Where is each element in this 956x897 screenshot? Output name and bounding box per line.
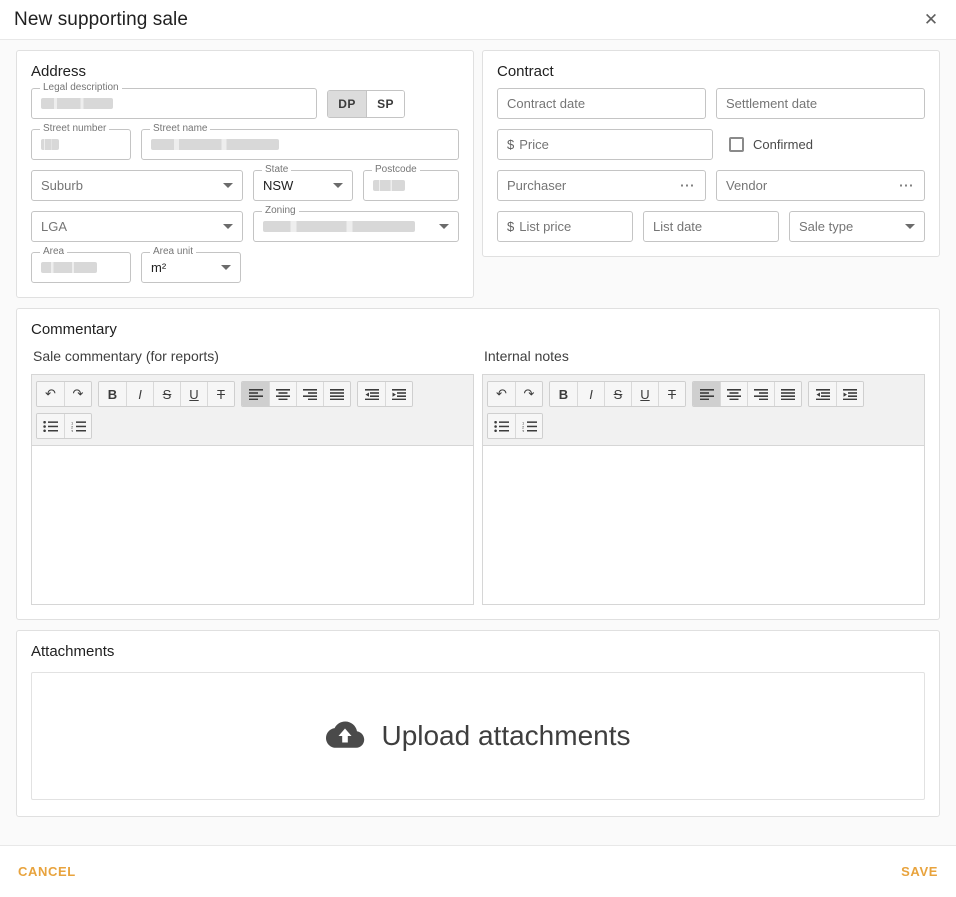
bold-icon[interactable]: B bbox=[550, 382, 577, 406]
chevron-down-icon bbox=[333, 183, 343, 188]
sale-commentary-toolbar bbox=[31, 374, 474, 445]
sale-commentary-column bbox=[31, 346, 474, 605]
contract-card-title: Contract bbox=[497, 63, 554, 80]
list-group bbox=[487, 413, 543, 439]
upload-attachments-label: Upload attachments bbox=[381, 720, 631, 751]
state-value: NSW bbox=[263, 178, 294, 193]
legal-description-input[interactable] bbox=[31, 82, 317, 119]
area-unit-select[interactable] bbox=[141, 246, 241, 283]
plan-type-dp[interactable]: DP bbox=[328, 91, 366, 117]
area-label: Area bbox=[40, 246, 67, 258]
strikethrough-icon[interactable]: S bbox=[604, 382, 631, 406]
suburb-placeholder: Suburb bbox=[41, 178, 83, 193]
dialog-footer bbox=[0, 845, 956, 897]
italic-icon[interactable]: I bbox=[126, 382, 153, 406]
plan-type-sp[interactable]: SP bbox=[366, 91, 404, 117]
contract-row-3 bbox=[497, 170, 925, 201]
more-horizontal-icon[interactable]: ⋯ bbox=[898, 176, 915, 194]
attachments-card-title: Attachments bbox=[31, 643, 115, 660]
price-placeholder: Price bbox=[519, 137, 549, 152]
list-group bbox=[36, 413, 92, 439]
commentary-card bbox=[16, 308, 940, 620]
postcode-value bbox=[373, 180, 405, 191]
postcode-label: Postcode bbox=[372, 164, 420, 176]
close-icon[interactable]: ✕ bbox=[923, 9, 939, 29]
cancel-button[interactable]: CANCEL bbox=[18, 864, 76, 879]
outdent-icon[interactable] bbox=[358, 382, 385, 406]
legal-description-value bbox=[41, 98, 113, 109]
list-date-input[interactable] bbox=[643, 211, 779, 242]
indent-group bbox=[808, 381, 864, 407]
alignment-group bbox=[241, 381, 351, 407]
indent-group bbox=[357, 381, 413, 407]
align-center-icon[interactable] bbox=[720, 382, 747, 406]
postcode-input[interactable] bbox=[363, 164, 459, 201]
sale-type-select[interactable] bbox=[789, 211, 925, 242]
lga-placeholder: LGA bbox=[41, 219, 68, 234]
address-fields bbox=[17, 82, 473, 283]
list-price-input[interactable] bbox=[497, 211, 633, 242]
remove-format-icon[interactable]: T bbox=[658, 382, 685, 406]
svg-text:1: 1 bbox=[70, 420, 73, 425]
redo-icon[interactable]: ↷ bbox=[515, 382, 542, 406]
cloud-upload-icon bbox=[325, 719, 365, 754]
indent-icon[interactable] bbox=[385, 382, 412, 406]
svg-text:2: 2 bbox=[70, 424, 73, 430]
address-row-1 bbox=[31, 82, 459, 119]
undo-icon[interactable]: ↶ bbox=[488, 382, 515, 406]
confirmed-label: Confirmed bbox=[753, 137, 813, 152]
commentary-columns bbox=[17, 346, 939, 619]
address-row-4 bbox=[31, 205, 459, 242]
underline-icon[interactable]: U bbox=[631, 382, 658, 406]
price-currency-prefix: $ bbox=[507, 137, 515, 152]
contract-row-1 bbox=[497, 88, 925, 119]
dialog-body bbox=[0, 40, 956, 845]
area-unit-value: m² bbox=[151, 260, 167, 275]
chevron-down-icon bbox=[223, 183, 233, 188]
list-date-placeholder: List date bbox=[653, 219, 703, 234]
confirmed-checkbox[interactable] bbox=[729, 137, 744, 152]
bold-icon[interactable]: B bbox=[99, 382, 126, 406]
street-name-label: Street name bbox=[150, 123, 210, 135]
svg-text:2: 2 bbox=[521, 424, 524, 430]
align-right-icon[interactable] bbox=[747, 382, 774, 406]
zoning-select[interactable] bbox=[253, 205, 459, 242]
area-unit-label: Area unit bbox=[150, 246, 196, 258]
address-card bbox=[16, 50, 474, 298]
redo-icon[interactable]: ↷ bbox=[64, 382, 91, 406]
zoning-value bbox=[263, 221, 415, 232]
suburb-select[interactable] bbox=[31, 170, 243, 201]
top-row bbox=[16, 50, 940, 298]
italic-icon[interactable]: I bbox=[577, 382, 604, 406]
lga-select[interactable] bbox=[31, 211, 243, 242]
street-name-value bbox=[151, 139, 279, 150]
chevron-down-icon bbox=[439, 224, 449, 229]
purchaser-placeholder: Purchaser bbox=[507, 178, 567, 193]
bullet-list-icon[interactable] bbox=[488, 414, 515, 438]
address-card-title: Address bbox=[31, 63, 87, 80]
address-row-2 bbox=[31, 123, 459, 160]
strikethrough-icon[interactable]: S bbox=[153, 382, 180, 406]
address-row-5 bbox=[31, 246, 459, 283]
align-left-icon[interactable] bbox=[242, 382, 269, 406]
history-group bbox=[487, 381, 543, 407]
svg-text:1: 1 bbox=[521, 420, 524, 425]
remove-format-icon[interactable]: T bbox=[207, 382, 234, 406]
align-left-icon[interactable] bbox=[693, 382, 720, 406]
contract-fields bbox=[483, 88, 939, 242]
bullet-list-icon[interactable] bbox=[37, 414, 64, 438]
more-horizontal-icon[interactable]: ⋯ bbox=[679, 176, 696, 194]
list-price-currency-prefix: $ bbox=[507, 219, 515, 234]
text-style-group bbox=[98, 381, 235, 407]
state-label: State bbox=[262, 164, 291, 176]
chevron-down-icon bbox=[905, 224, 915, 229]
area-value bbox=[41, 262, 97, 273]
settlement-date-input[interactable] bbox=[716, 88, 925, 119]
svg-text:3: 3 bbox=[521, 428, 524, 432]
sale-commentary-editor[interactable] bbox=[31, 445, 474, 605]
svg-text:3: 3 bbox=[70, 428, 73, 432]
dialog-title: New supporting sale bbox=[14, 8, 189, 30]
text-style-group bbox=[549, 381, 686, 407]
street-number-input[interactable] bbox=[31, 123, 131, 160]
indent-icon[interactable] bbox=[836, 382, 863, 406]
area-input[interactable] bbox=[31, 246, 131, 283]
internal-notes-toolbar bbox=[482, 374, 925, 445]
street-number-label: Street number bbox=[40, 123, 109, 135]
align-right-icon[interactable] bbox=[296, 382, 323, 406]
state-select[interactable] bbox=[253, 164, 353, 201]
upload-attachments-dropzone[interactable] bbox=[31, 672, 925, 800]
contract-row-2 bbox=[497, 129, 925, 160]
chevron-down-icon bbox=[221, 265, 231, 270]
street-name-input[interactable] bbox=[141, 123, 459, 160]
internal-notes-editor[interactable] bbox=[482, 445, 925, 605]
price-input[interactable] bbox=[497, 129, 713, 160]
settlement-date-placeholder: Settlement date bbox=[726, 96, 818, 111]
street-number-value bbox=[41, 139, 59, 150]
align-center-icon[interactable] bbox=[269, 382, 296, 406]
align-justify-icon[interactable] bbox=[323, 382, 350, 406]
contract-date-input[interactable] bbox=[497, 88, 706, 119]
legal-description-label: Legal description bbox=[40, 82, 122, 94]
align-justify-icon[interactable] bbox=[774, 382, 801, 406]
list-price-placeholder: List price bbox=[519, 219, 572, 234]
numbered-list-icon[interactable] bbox=[515, 414, 542, 438]
alignment-group bbox=[692, 381, 802, 407]
internal-notes-column bbox=[482, 346, 925, 605]
underline-icon[interactable]: U bbox=[180, 382, 207, 406]
internal-notes-label: Internal notes bbox=[484, 348, 569, 364]
attachments-card bbox=[16, 630, 940, 817]
numbered-list-icon[interactable] bbox=[64, 414, 91, 438]
dialog-titlebar bbox=[0, 0, 956, 40]
purchaser-input[interactable] bbox=[497, 170, 706, 201]
plan-type-toggle[interactable] bbox=[327, 90, 405, 118]
address-row-3 bbox=[31, 164, 459, 201]
chevron-down-icon bbox=[223, 224, 233, 229]
undo-icon[interactable]: ↶ bbox=[37, 382, 64, 406]
outdent-icon[interactable] bbox=[809, 382, 836, 406]
zoning-label: Zoning bbox=[262, 205, 299, 217]
save-button[interactable]: SAVE bbox=[901, 864, 938, 879]
contract-card bbox=[482, 50, 940, 257]
confirmed-checkbox-row[interactable] bbox=[723, 129, 925, 160]
sale-type-placeholder: Sale type bbox=[799, 219, 854, 234]
contract-date-placeholder: Contract date bbox=[507, 96, 586, 111]
sale-commentary-label: Sale commentary (for reports) bbox=[33, 348, 219, 364]
vendor-input[interactable] bbox=[716, 170, 925, 201]
contract-row-4 bbox=[497, 211, 925, 242]
history-group bbox=[36, 381, 92, 407]
vendor-placeholder: Vendor bbox=[726, 178, 768, 193]
commentary-card-title: Commentary bbox=[31, 321, 117, 338]
